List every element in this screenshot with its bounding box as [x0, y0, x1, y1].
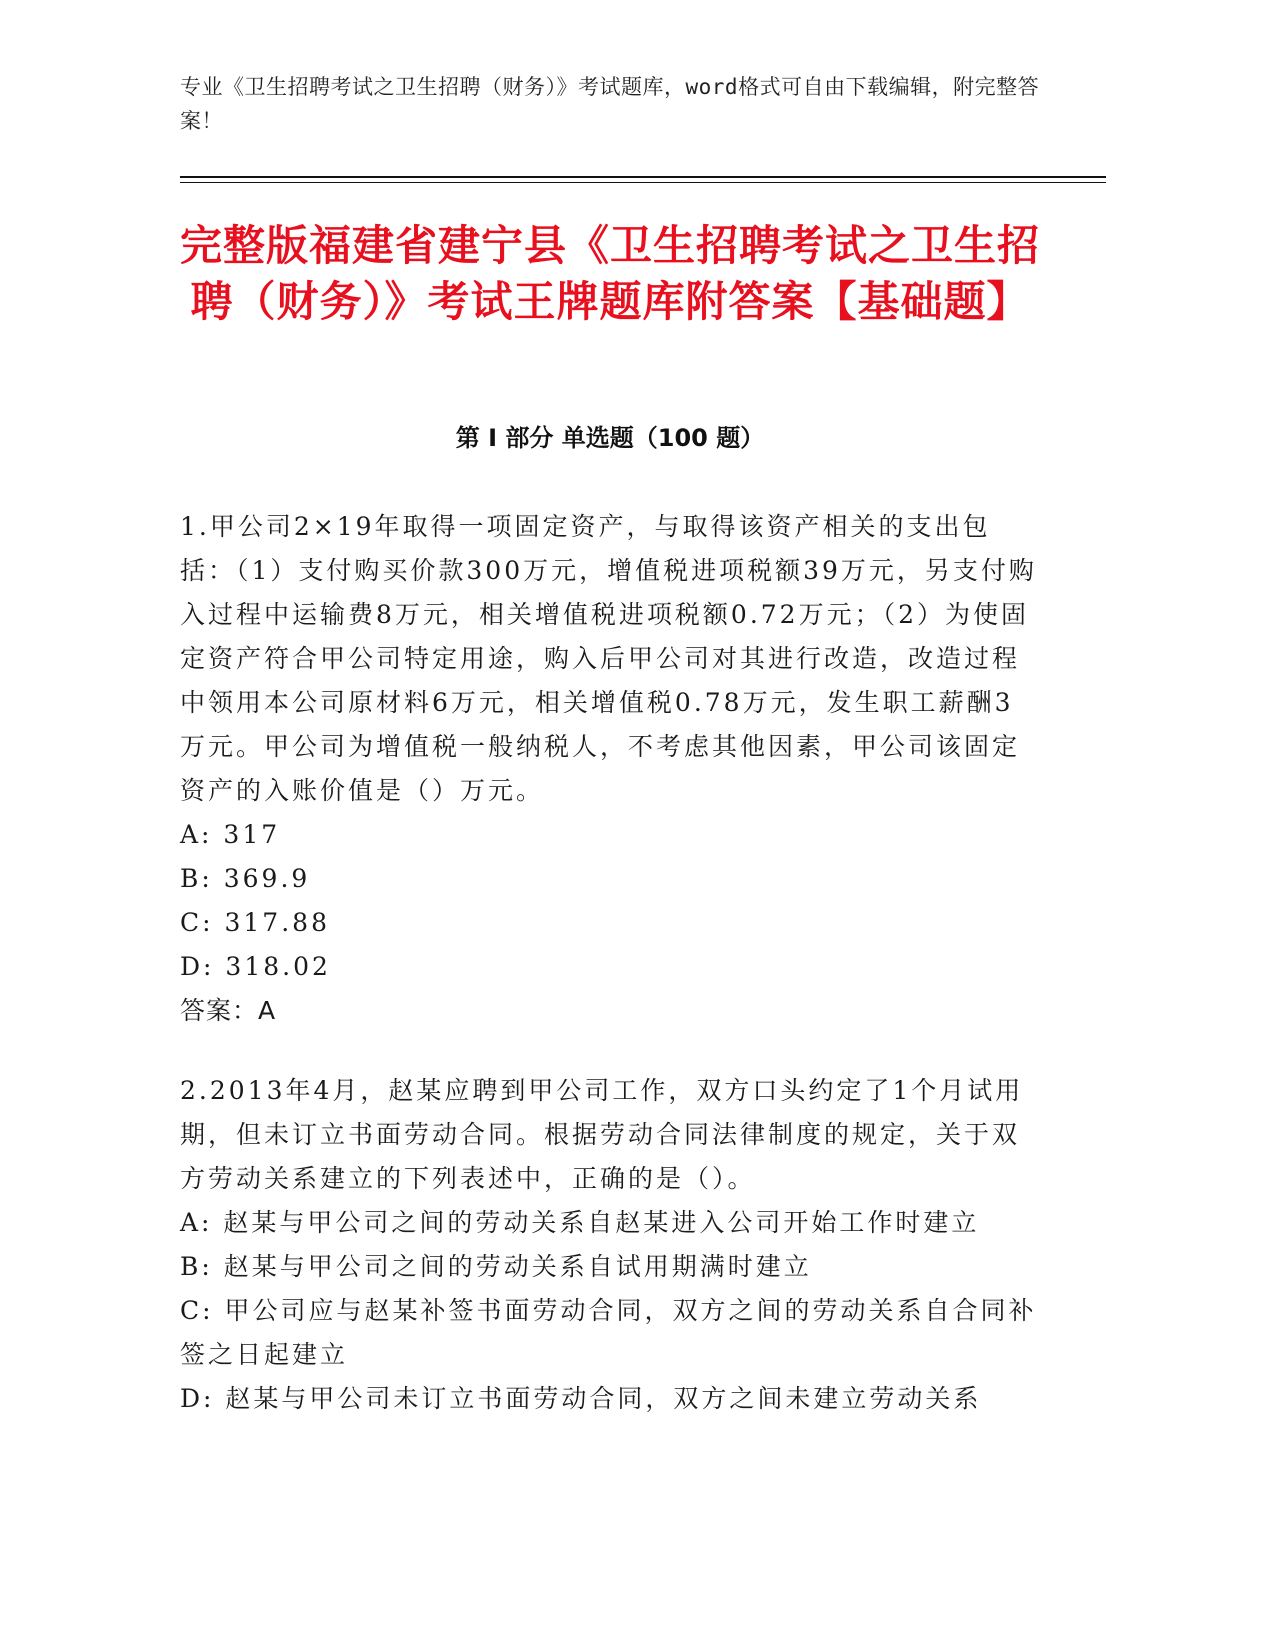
question-text: 1.甲公司2×19年取得一项固定资产，与取得该资产相关的支出包括：（1）支付购买价款300万元，增值税进项税额39万元，另支付购入过程中运输费8万元，相关增值税进项税额0.72万元；（2）为使固定资产符合甲公司特定用途，购入后甲公司对其进行改造，改造过程中领用本公司原材料6万元，相关增值税0.78万元，发生职工薪酬3万元。甲公司为增值税一般纳税人，不考虑其他因素，甲公司该固定资产的入账价值是（）万元。: [180, 512, 1037, 805]
question-text: 2.2013年4月，赵某应聘到甲公司工作，双方口头约定了1个月试用期，但未订立书面劳动合同。根据劳动合同法律制度的规定，关于双方劳动关系建立的下列表述中，正确的是（）。: [180, 1076, 1024, 1193]
question-1: [180, 505, 1040, 1033]
option-d: D: 318.02: [180, 952, 331, 981]
option-b: B: 369.9: [180, 864, 311, 893]
document-title: 完整版福建省建宁县《卫生招聘考试之卫生招聘（财务）》考试王牌题库附答案【基础题】: [180, 221, 1041, 326]
option-a: A: 317: [180, 820, 281, 849]
question-2: [180, 1069, 1040, 1421]
option-a: A: 赵某与甲公司之间的劳动关系自赵某进入公司开始工作时建立: [180, 1208, 980, 1237]
option-b: B: 赵某与甲公司之间的劳动关系自试用期满时建立: [180, 1252, 812, 1281]
header-divider-thin: [180, 182, 1106, 183]
answer: 答案：A: [180, 996, 277, 1025]
option-c: C: 甲公司应与赵某补签书面劳动合同，双方之间的劳动关系自合同补签之日起建立: [180, 1296, 1037, 1369]
header-note: 专业《卫生招聘考试之卫生招聘（财务）》考试题库，word格式可自由下载编辑，附完整答案！: [180, 75, 1040, 133]
header-divider-thick: [180, 176, 1106, 178]
section-title: 第 I 部分 单选题（100 题）: [455, 424, 765, 452]
option-c: C: 317.88: [180, 908, 330, 937]
option-d: D: 赵某与甲公司未订立书面劳动合同，双方之间未建立劳动关系: [180, 1384, 982, 1413]
